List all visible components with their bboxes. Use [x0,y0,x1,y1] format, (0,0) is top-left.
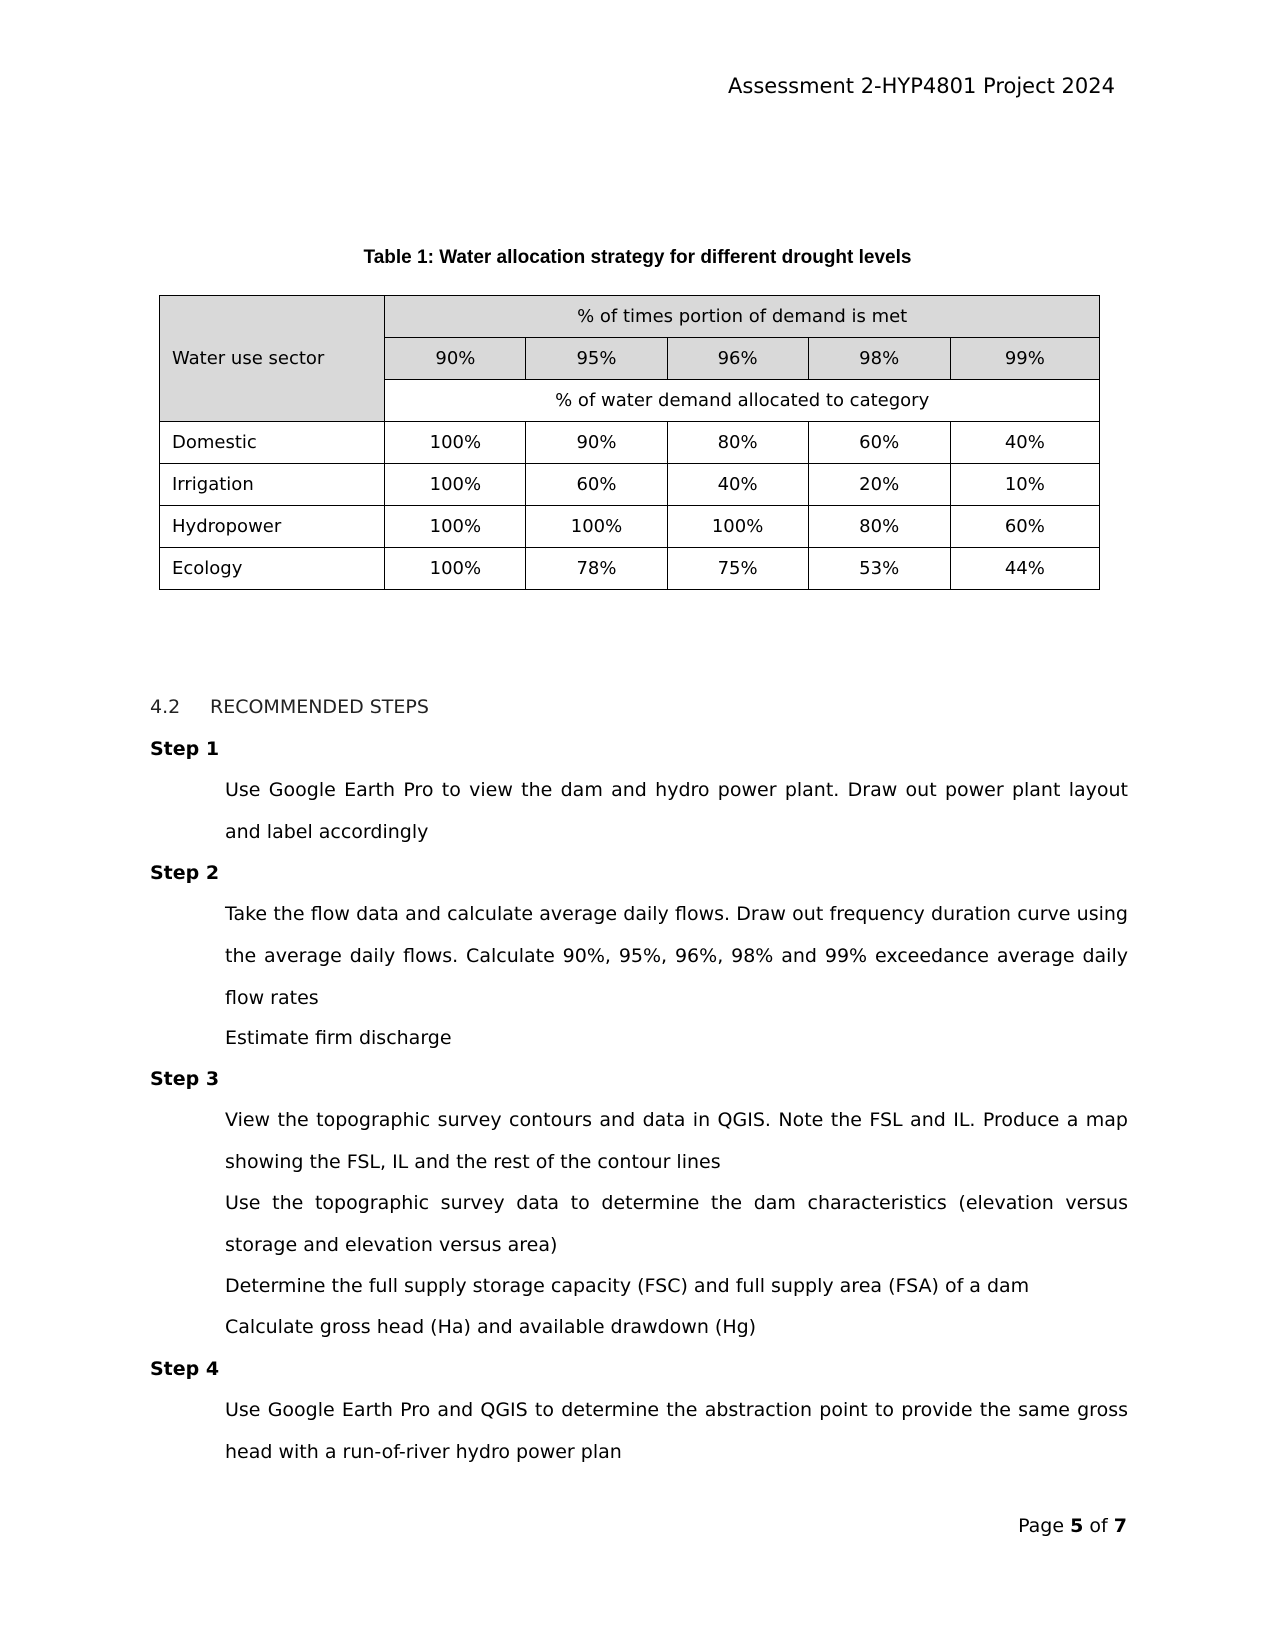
table-row [160,422,1100,464]
step-paragraph: Take the flow data and calculate average daily flows. Draw out frequency duration curve using the average daily flows. Calculate 90%, 95%, 96%, 98% and 99% exceedance average daily flow rates [225,903,1128,1009]
value-cell: 90% [526,422,667,464]
table-row [160,506,1100,548]
footer-page-number: 5 [1070,1515,1084,1537]
value-cell: 20% [808,464,950,506]
value-cell: 10% [950,464,1099,506]
value-cell: 40% [667,464,808,506]
section-number: 4.2 [150,696,181,718]
step-label: Step 3 [150,1068,220,1090]
allocation-subheader-cell: % of water demand allocated to category [385,380,1100,422]
step-paragraph: Calculate gross head (Ha) and available drawdown (Hg) [225,1316,757,1338]
value-cell: 53% [808,548,950,590]
water-allocation-table [159,295,1100,590]
value-cell: 60% [526,464,667,506]
step-paragraph: Estimate firm discharge [225,1027,452,1049]
footer-prefix: Page [1018,1515,1065,1537]
exceedance-cell: 99% [950,338,1099,380]
section-heading [150,696,429,718]
section-title: RECOMMENDED STEPS [210,696,429,718]
value-cell: 75% [667,548,808,590]
step-label: Step 4 [150,1358,220,1380]
step-paragraph: Use Google Earth Pro to view the dam and hydro power plant. Draw out power plant layout and label accordingly [225,779,1128,843]
step-paragraph: Use Google Earth Pro and QGIS to determine the abstraction point to provide the same gross head with a run-of-river hydro power plan [225,1399,1128,1463]
value-cell: 100% [526,506,667,548]
step-paragraph: Use the topographic survey data to determine the dam characteristics (elevation versus storage and elevation versus area) [225,1192,1128,1256]
value-cell: 80% [808,506,950,548]
step-label: Step 1 [150,738,220,760]
step-label: Step 2 [150,862,220,884]
table-caption: Table 1: Water allocation strategy for different drought levels [363,247,912,268]
page-header: Assessment 2-HYP4801 Project 2024 [728,74,1115,98]
page-footer [1018,1515,1127,1537]
table-header-row [160,296,1100,338]
step-paragraph: Determine the full supply storage capacity (FSC) and full supply area (FSA) of a dam [225,1275,1030,1297]
value-cell: 60% [950,506,1099,548]
demand-met-header-cell: % of times portion of demand is met [385,296,1100,338]
table-row [160,548,1100,590]
footer-total-pages: 7 [1113,1515,1127,1537]
value-cell: 100% [385,464,526,506]
value-cell: 60% [808,422,950,464]
exceedance-cell: 95% [526,338,667,380]
exceedance-cell: 98% [808,338,950,380]
value-cell: 78% [526,548,667,590]
footer-of: of [1089,1515,1108,1537]
sector-header-cell: Water use sector [160,296,385,422]
value-cell: 100% [667,506,808,548]
sector-cell: Ecology [160,548,385,590]
value-cell: 80% [667,422,808,464]
exceedance-cell: 96% [667,338,808,380]
exceedance-cell: 90% [385,338,526,380]
value-cell: 100% [385,548,526,590]
value-cell: 44% [950,548,1099,590]
sector-cell: Hydropower [160,506,385,548]
step-paragraph: View the topographic survey contours and data in QGIS. Note the FSL and IL. Produce a map showing the FSL, IL and the rest of the contour lines [225,1109,1128,1173]
table-row [160,464,1100,506]
value-cell: 40% [950,422,1099,464]
value-cell: 100% [385,422,526,464]
value-cell: 100% [385,506,526,548]
sector-cell: Domestic [160,422,385,464]
sector-cell: Irrigation [160,464,385,506]
